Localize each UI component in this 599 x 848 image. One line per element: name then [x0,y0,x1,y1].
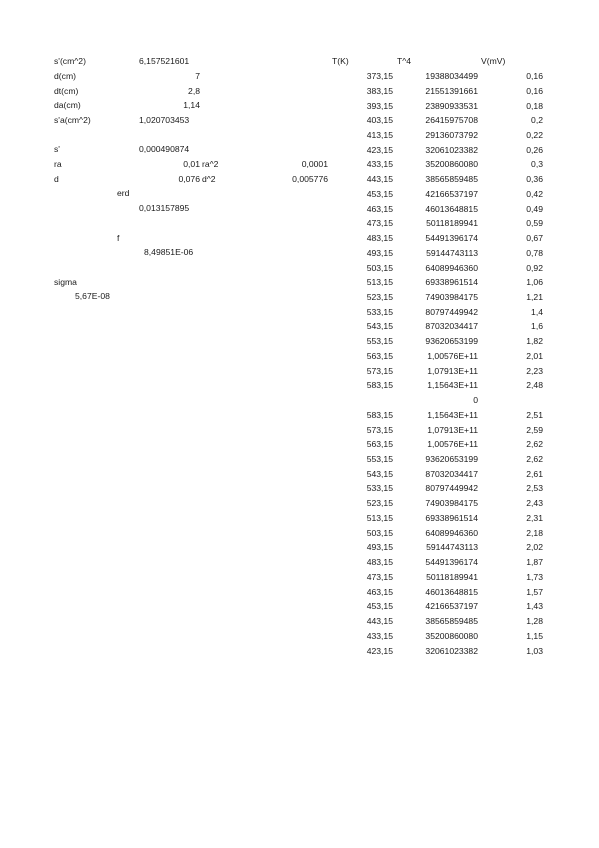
cell-s-label: s'(cm^2) [54,56,86,66]
voltage-cell: 2,59 [526,424,543,435]
cell-dt-value: 2,8 [188,86,200,96]
voltage-cell: 2,43 [526,498,543,509]
temperature-cell: 493,15 [366,542,393,553]
t4-cell: 32061023382 [425,645,478,656]
cell-sigma-value: 5,67E-08 [75,291,110,301]
temperature-cell: 473,15 [366,571,393,582]
t4-cell: 1,07913E+11 [427,365,478,376]
t4-cell: 64089946360 [425,262,478,273]
temperature-cell: 563,15 [366,439,393,450]
t4-cell: 59144743113 [426,542,478,553]
temperature-cell: 503,15 [366,262,393,273]
t4-cell: 54491396174 [425,233,478,243]
cell-erd-value: 0,013157895 [139,203,190,213]
temperature-cell: 553,15 [366,454,393,464]
voltage-cell: 2,31 [526,512,543,523]
voltage-cell: 1,21 [526,292,543,302]
cell-ra2-value: 0,0001 [301,159,328,169]
t4-cell: 80797449942 [425,483,478,494]
temperature-cell: 513,15 [366,512,393,523]
t4-cell: 42166537197 [425,188,478,199]
t4-cell: 1,00576E+11 [427,350,478,361]
voltage-cell: 2,62 [526,439,543,450]
t4-cell: 46013648815 [425,203,478,214]
temperature-cell: 403,15 [366,115,393,126]
t4-cell: 21551391661 [425,85,478,96]
voltage-cell: 1,6 [531,321,543,332]
cell-dsq-label: d^2 [202,174,216,184]
cell-d-label: d(cm) [54,71,76,81]
t4-cell: 46013648815 [425,586,478,597]
temperature-cell: 373,15 [366,71,393,81]
voltage-cell: 0,49 [526,203,543,214]
t4-cell: 50118189941 [426,218,478,229]
t4-cell: 1,07913E+11 [427,424,478,435]
t4-cell: 1,15643E+11 [427,409,478,420]
temperature-cell: 533,15 [366,306,393,317]
voltage-cell: 0,22 [526,129,543,140]
voltage-cell: 0,78 [526,247,543,258]
cell-f-value: 8,49851E-06 [144,247,194,257]
voltage-cell: 0,16 [526,85,543,96]
temperature-cell: 533,15 [366,483,393,494]
voltage-cell: 0,36 [526,174,543,185]
t4-cell: 35200860080 [425,630,478,641]
temperature-cell: 553,15 [366,336,393,347]
separator-value: 0 [473,395,478,406]
temperature-cell: 433,15 [366,159,393,170]
header-t4: T^4 [397,56,412,66]
t4-cell: 87032034417 [425,321,478,332]
voltage-cell: 0,16 [526,71,543,81]
cell-da-value: 1,14 [183,100,200,110]
voltage-cell: 0,92 [526,262,543,273]
temperature-cell: 503,15 [366,527,393,538]
t4-cell: 23890933531 [425,100,478,111]
voltage-cell: 1,4 [531,306,543,317]
temperature-cell: 433,15 [366,630,393,641]
voltage-cell: 0,2 [531,115,543,126]
t4-cell: 1,00576E+11 [427,439,478,450]
voltage-cell: 1,03 [526,645,543,656]
cell-d2-label: d [54,174,59,184]
t4-cell: 29136073792 [425,129,478,140]
voltage-cell: 1,73 [526,571,543,582]
cell-ra2-label: ra^2 [202,159,219,169]
temperature-cell: 423,15 [366,645,393,656]
temperature-cell: 543,15 [366,321,393,332]
cell-s-value: 6,157521601 [139,56,190,66]
voltage-cell: 1,57 [526,586,543,597]
t4-cell: 64089946360 [425,527,478,538]
temperature-cell: 573,15 [366,365,393,376]
t4-cell: 38565859485 [425,174,478,185]
voltage-cell: 1,87 [526,557,543,568]
temperature-cell: 463,15 [366,203,393,214]
t4-cell: 74903984175 [425,292,478,302]
temperature-cell: 573,15 [366,424,393,435]
cell-erd-label: erd [117,188,130,198]
voltage-cell: 1,28 [526,616,543,626]
cell-s2-label: s' [54,144,60,154]
t4-cell: 69338961514 [425,277,478,288]
t4-cell: 42166537197 [425,601,478,612]
voltage-cell: 2,61 [526,468,543,479]
voltage-cell: 2,48 [526,380,543,391]
voltage-cell: 0,26 [526,144,543,155]
temperature-cell: 523,15 [366,498,393,509]
header-voltage: V(mV) [481,56,506,66]
t4-cell: 26415975708 [425,115,478,126]
voltage-cell: 2,23 [526,365,543,376]
cell-sa-label: s'a(cm^2) [54,115,91,125]
temperature-cell: 463,15 [366,586,393,597]
temperature-cell: 483,15 [366,557,393,568]
temperature-cell: 383,15 [366,85,393,96]
temperature-cell: 583,15 [366,380,393,391]
voltage-cell: 2,01 [526,350,543,361]
temperature-cell: 443,15 [366,174,393,185]
cell-dsq-value: 0,005776 [292,174,328,184]
voltage-cell: 2,51 [526,409,543,420]
voltage-cell: 1,15 [526,630,543,641]
cell-ra-value: 0,01 [183,159,200,169]
cell-ra-label: ra [54,159,62,169]
voltage-cell: 1,43 [526,601,543,612]
temperature-cell: 563,15 [366,350,393,361]
cell-sigma-label: sigma [54,277,77,287]
cell-dt-label: dt(cm) [54,86,79,96]
voltage-cell: 2,62 [526,454,543,464]
t4-cell: 38565859485 [425,616,478,626]
t4-cell: 50118189941 [426,571,478,582]
temperature-cell: 543,15 [366,468,393,479]
t4-cell: 32061023382 [425,144,478,155]
temperature-cell: 453,15 [366,188,393,199]
header-temperature: T(K) [332,56,349,66]
temperature-cell: 423,15 [366,144,393,155]
cell-s2-value: 0,000490874 [139,144,190,154]
voltage-cell: 0,18 [526,100,543,111]
voltage-cell: 0,67 [526,233,543,243]
cell-da-label: da(cm) [54,100,81,110]
t4-cell: 80797449942 [425,306,478,317]
temperature-cell: 393,15 [366,100,393,111]
temperature-cell: 483,15 [366,233,393,243]
temperature-cell: 443,15 [366,616,393,626]
t4-cell: 69338961514 [425,512,478,523]
temperature-cell: 523,15 [366,292,393,302]
t4-cell: 19388034499 [425,71,478,81]
voltage-cell: 2,53 [526,483,543,494]
cell-sa-value: 1,020703453 [139,115,190,125]
t4-cell: 1,15643E+11 [427,380,478,391]
t4-cell: 59144743113 [426,247,478,258]
cell-d-value: 7 [195,71,200,81]
t4-cell: 87032034417 [425,468,478,479]
temperature-cell: 493,15 [366,247,393,258]
voltage-cell: 2,18 [526,527,543,538]
voltage-cell: 0,42 [526,188,543,199]
voltage-cell: 1,82 [526,336,543,347]
temperature-cell: 513,15 [366,277,393,288]
t4-cell: 93620653199 [425,454,478,464]
cell-f-label: f [117,233,120,243]
voltage-cell: 0,59 [526,218,543,229]
voltage-cell: 2,02 [526,542,543,553]
voltage-cell: 0,3 [531,159,543,170]
cell-d2-value: 0,076 [178,174,200,184]
t4-cell: 35200860080 [425,159,478,170]
voltage-cell: 1,06 [526,277,543,288]
temperature-cell: 473,15 [366,218,393,229]
temperature-cell: 413,15 [366,129,393,140]
temperature-cell: 453,15 [366,601,393,612]
t4-cell: 74903984175 [425,498,478,509]
temperature-cell: 583,15 [366,409,393,420]
t4-cell: 54491396174 [425,557,478,568]
t4-cell: 93620653199 [425,336,478,347]
